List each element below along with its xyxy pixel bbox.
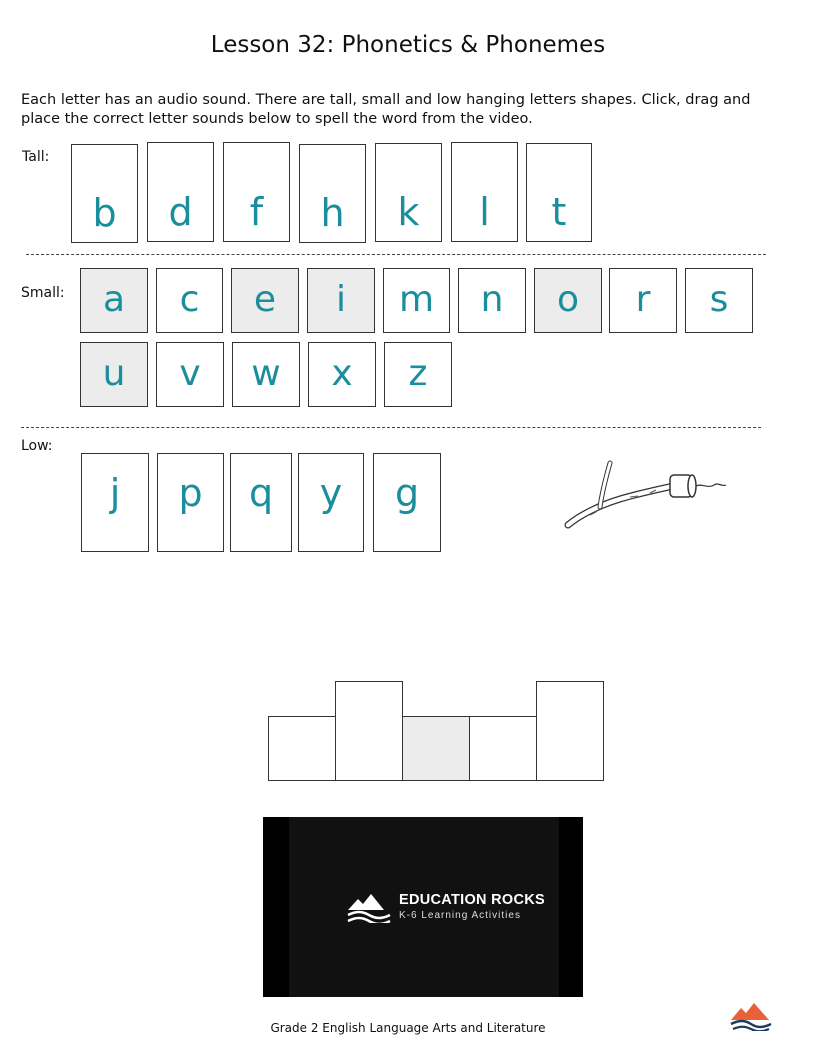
letter-t: t <box>551 190 567 234</box>
tall-label: Tall: <box>22 149 50 165</box>
letter-q: q <box>248 471 274 515</box>
letter-k: k <box>397 190 420 234</box>
letter-p: p <box>178 471 203 515</box>
letter-r: r <box>635 279 651 320</box>
letter-tile-x[interactable] <box>308 342 376 407</box>
letter-tile-w[interactable] <box>232 342 300 407</box>
low-label: Low: <box>21 438 53 454</box>
letter-tile-o[interactable] <box>534 268 602 333</box>
letter-tile-s[interactable] <box>685 268 753 333</box>
letter-a: a <box>102 279 126 320</box>
spelling-slot-2[interactable] <box>335 681 403 781</box>
brand-name: EDUCATION ROCKS <box>399 892 546 908</box>
letter-tile-d[interactable] <box>147 142 214 242</box>
spelling-slot-3[interactable] <box>402 716 470 781</box>
letter-tile-r[interactable] <box>609 268 677 333</box>
letter-y: y <box>319 471 343 515</box>
page-title: Lesson 32: Phonetics & Phonemes <box>210 32 606 58</box>
small-low-divider <box>21 427 761 428</box>
letter-c: c <box>179 279 200 320</box>
letter-i: i <box>335 279 346 320</box>
letter-tile-b[interactable] <box>71 144 138 243</box>
instructions-text: Each letter has an audio sound. There are tall, small and low hanging letters shapes. Click, drag and place the correct letter sounds below to spell the word from the video. <box>21 92 751 127</box>
letter-tile-k[interactable] <box>375 143 442 242</box>
letter-g: g <box>394 471 420 515</box>
mountain-logo-icon <box>729 1001 773 1031</box>
stick-with-marshmallow-icon <box>560 455 732 535</box>
letter-tile-a[interactable] <box>80 268 148 333</box>
letter-tile-v[interactable] <box>156 342 224 407</box>
letter-tile-l[interactable] <box>451 142 518 242</box>
letter-tile-i[interactable] <box>307 268 375 333</box>
spelling-slot-4[interactable] <box>469 716 537 781</box>
letter-z: z <box>408 353 428 394</box>
footer-text: Grade 2 English Language Arts and Literature <box>270 1021 546 1035</box>
letter-m: m <box>398 279 435 320</box>
letter-tile-p[interactable] <box>157 453 224 552</box>
letter-tile-u[interactable] <box>80 342 148 407</box>
lesson-video[interactable] <box>263 817 583 997</box>
letter-w: w <box>251 353 281 394</box>
letter-n: n <box>480 279 504 320</box>
letter-tile-e[interactable] <box>231 268 299 333</box>
video-frame <box>289 817 559 997</box>
letter-e: e <box>253 279 277 320</box>
letter-tile-z[interactable] <box>384 342 452 407</box>
letter-tile-q[interactable] <box>230 453 292 552</box>
letter-d: d <box>168 190 193 234</box>
letter-u: u <box>102 353 126 394</box>
letter-j: j <box>109 471 121 515</box>
letter-tile-h[interactable] <box>299 144 366 243</box>
letter-o: o <box>556 279 580 320</box>
letter-v: v <box>179 353 201 394</box>
letter-s: s <box>709 279 729 320</box>
brand-tagline: K-6 Learning Activities <box>399 910 521 921</box>
spelling-slot-5[interactable] <box>536 681 604 781</box>
letter-tile-c[interactable] <box>156 268 223 333</box>
letter-tile-g[interactable] <box>373 453 441 552</box>
letter-tile-t[interactable] <box>526 143 592 242</box>
letter-l: l <box>479 190 490 234</box>
mountain-logo-icon <box>346 891 392 923</box>
letter-tile-m[interactable] <box>383 268 450 333</box>
spelling-slot-1[interactable] <box>268 716 336 781</box>
letter-tile-j[interactable] <box>81 453 149 552</box>
letter-f: f <box>249 190 264 234</box>
letter-tile-y[interactable] <box>298 453 364 552</box>
letter-b: b <box>92 191 117 235</box>
letter-h: h <box>320 191 345 235</box>
letter-tile-n[interactable] <box>458 268 526 333</box>
small-label: Small: <box>21 285 65 301</box>
letter-tile-f[interactable] <box>223 142 290 242</box>
letter-x: x <box>331 353 353 394</box>
tall-small-divider <box>26 254 766 255</box>
